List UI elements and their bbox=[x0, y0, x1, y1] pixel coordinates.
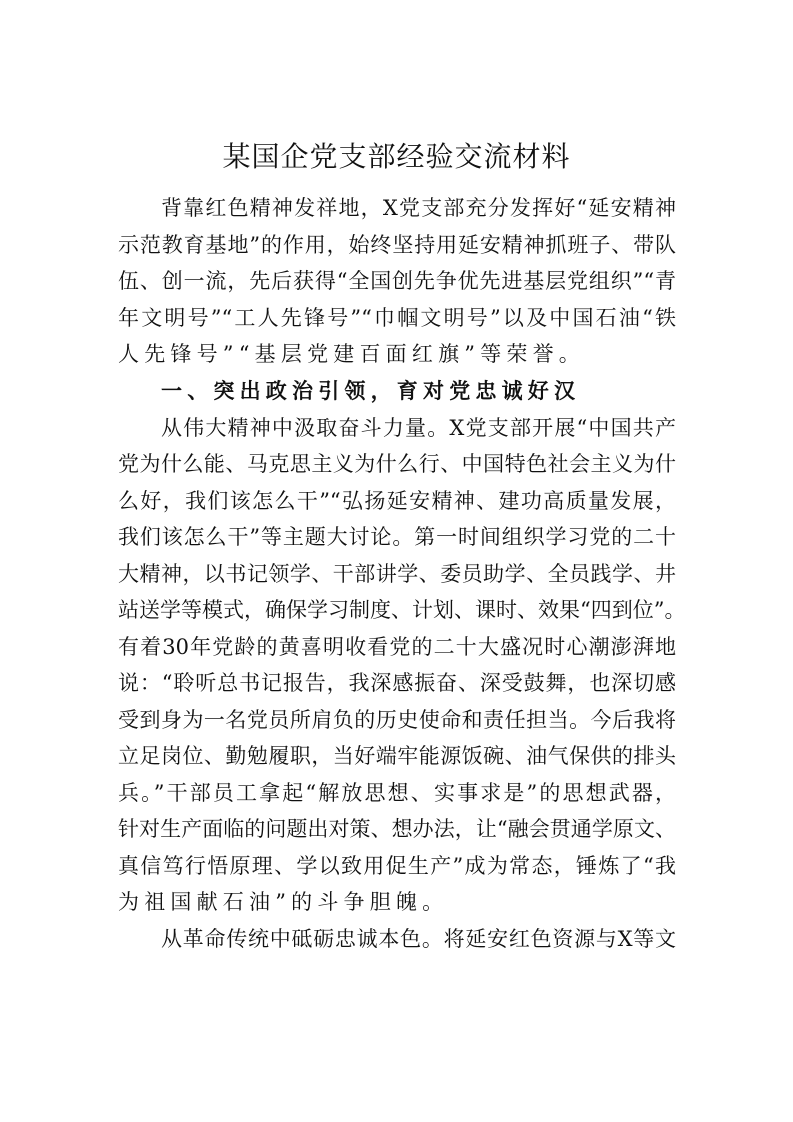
paragraph-2-line: 大精神，以书记领学、干部讲学、委员助学、全员践学、井 bbox=[118, 562, 676, 586]
paragraph-2-line: 么好，我们该怎么干”“弘扬延安精神、建功高质量发展， bbox=[118, 489, 676, 513]
paragraph-1-line: 年文明号”“工人先锋号”“巾帼文明号”以及中国石油“铁 bbox=[118, 306, 676, 330]
paragraph-3-line: 从革命传统中砥砺忠诚本色。将延安红色资源与X等文 bbox=[161, 927, 676, 951]
paragraph-2-line: 站送学等模式，确保学习制度、计划、课时、效果“四到位”。 bbox=[118, 598, 686, 622]
document-title: 某国企党支部经验交流材料 bbox=[222, 140, 571, 173]
paragraph-2-line: 为祖国献石油”的斗争胆魄。 bbox=[118, 890, 449, 914]
paragraph-2-line: 真信笃行悟原理、学以致用促生产”成为常态，锤炼了“我 bbox=[118, 854, 676, 878]
paragraph-1-line: 示范教育基地”的作用，始终坚持用延安精神抓班子、带队 bbox=[118, 233, 676, 257]
section-heading-1: 一、突出政治引领，育对党忠诚好汉 bbox=[161, 379, 581, 403]
paragraph-2-line: 党为什么能、马克思主义为什么行、中国特色社会主义为什 bbox=[118, 452, 676, 476]
paragraph-1-line: 人先锋号”“基层党建百面红旗”等荣誉。 bbox=[118, 342, 586, 366]
paragraph-1-line: 背靠红色精神发祥地，X党支部充分发挥好“延安精神 bbox=[161, 196, 676, 220]
paragraph-2-line: 说：“聆听总书记报告，我深感振奋、深受鼓舞，也深切感 bbox=[118, 671, 676, 695]
paragraph-2-line: 我们该怎么干”等主题大讨论。第一时间组织学习党的二十 bbox=[118, 525, 676, 549]
paragraph-1-line: 伍、创一流，先后获得“全国创先争优先进基层党组织”“青 bbox=[118, 269, 676, 293]
paragraph-2-line: 从伟大精神中汲取奋斗力量。X党支部开展“中国共产 bbox=[161, 416, 676, 440]
paragraph-2-line: 针对生产面临的问题出对策、想办法，让“融会贯通学原文、 bbox=[118, 817, 676, 841]
paragraph-2-line: 有着30年党龄的黄喜明收看党的二十大盛况时心潮澎湃地 bbox=[118, 635, 676, 659]
paragraph-2-line: 兵。”干部员工拿起“解放思想、实事求是”的思想武器， bbox=[118, 781, 676, 805]
paragraph-2-line: 受到身为一名党员所肩负的历史使命和责任担当。今后我将 bbox=[118, 708, 676, 732]
paragraph-2-line: 立足岗位、勤勉履职，当好端牢能源饭碗、油气保供的排头 bbox=[118, 744, 676, 768]
